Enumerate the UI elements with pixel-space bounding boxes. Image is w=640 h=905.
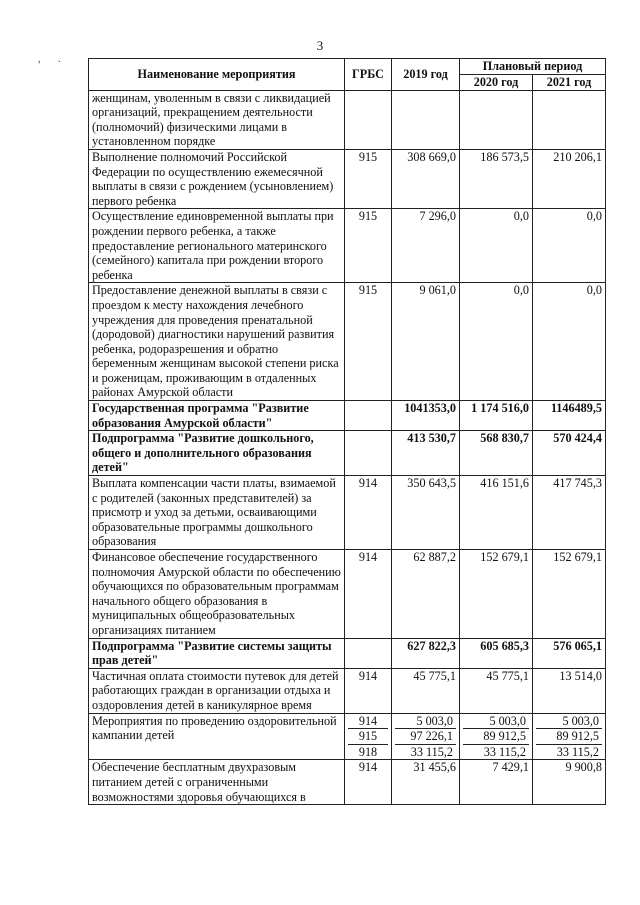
cell-2019: 350 643,5 [392,476,460,550]
cell-2021: 152 679,1 [533,550,606,639]
cell-2020: 7 429,1 [460,760,533,805]
cell-2020: 0,0 [460,283,533,401]
cell-2019: 308 669,0 [392,149,460,208]
cell-2020: 605 685,3 [460,638,533,668]
table-body [89,90,606,805]
sub-value: 5 003,0 [562,713,599,728]
cell-2021: 417 745,3 [533,476,606,550]
cell-2021: 0,0 [533,283,606,401]
table-row [89,638,606,668]
cell-2021 [533,90,606,149]
cell-grbs [345,401,392,431]
cell-2021 [533,713,606,760]
cell-grbs [345,431,392,476]
header-2019: 2019 год [392,59,460,91]
cell-2019: 627 822,3 [392,638,460,668]
cell-2020: 568 830,7 [460,431,533,476]
cell-2021: 210 206,1 [533,149,606,208]
cell-grbs: 914 [345,550,392,639]
cell-name: Финансовое обеспечение государственного полномочия Амурской области по обеспечению обучающихся по образовательным программам начального общего образования в муниципальных общеобразовательных организациях питанием [89,550,345,639]
cell-grbs: 915 [345,209,392,283]
cell-grbs [345,638,392,668]
table-row [89,90,606,149]
table-row [89,668,606,713]
cell-name: Выполнение полномочий Российской Федерации по осуществлению ежемесячной выплаты в связи с рождением (усыновлением) первого ребенка [89,149,345,208]
cell-2019: 1041353,0 [392,401,460,431]
table-row [89,401,606,431]
cell-2019 [392,713,460,760]
sub-value: 33 115,2 [536,744,602,760]
cell-2021: 9 900,8 [533,760,606,805]
cell-name: Частичная оплата стоимости путевок для детей работающих граждан в организации отдыха и оздоровления детей в каникулярное время [89,668,345,713]
table-row [89,550,606,639]
budget-table [88,58,606,805]
cell-2019: 7 296,0 [392,209,460,283]
cell-2019: 31 455,6 [392,760,460,805]
header-plan-period: Плановый период [460,59,606,75]
cell-grbs [345,90,392,149]
sub-value: 33 115,2 [395,744,456,760]
sub-value: 5 003,0 [489,713,526,728]
cell-name: Выплата компенсации части платы, взимаемой с родителей (законных представителей) за присмотр и уход за детьми, осваивающими образовательные программы дошкольного образования [89,476,345,550]
sub-value: 915 [348,728,388,744]
table-row [89,209,606,283]
cell-2020: 0,0 [460,209,533,283]
table-row [89,760,606,805]
table-row [89,476,606,550]
cell-2021: 13 514,0 [533,668,606,713]
cell-2019: 9 061,0 [392,283,460,401]
cell-2021: 1146489,5 [533,401,606,431]
header-2020: 2020 год [460,75,533,91]
cell-name: женщинам, уволенным в связи с ликвидацией организаций, прекращением деятельности (полномочий) физическими лицами в установленном порядке [89,90,345,149]
cell-2019: 62 887,2 [392,550,460,639]
cell-name: Подпрограмма "Развитие дошкольного, общего и дополнительного образования детей" [89,431,345,476]
cell-grbs: 914 [345,476,392,550]
sub-value: 33 115,2 [463,744,529,760]
cell-name: Осуществление единовременной выплаты при рождении первого ребенка, а также предоставление регионального материнского (семейного) капитала при рождении второго ребенка [89,209,345,283]
sub-value: 918 [348,744,388,760]
sub-value: 89 912,5 [536,728,602,744]
cell-2020: 1 174 516,0 [460,401,533,431]
cell-name: Подпрограмма "Развитие системы защиты прав детей" [89,638,345,668]
cell-name: Обеспечение бесплатным двухразовым питанием детей с ограниченными возможностями здоровья обучающихся в [89,760,345,805]
cell-grbs: 915 [345,283,392,401]
header-2021: 2021 год [533,75,606,91]
cell-2021: 576 065,1 [533,638,606,668]
sub-value: 97 226,1 [395,728,456,744]
cell-grbs: 914 [345,760,392,805]
table-row [89,283,606,401]
cell-grbs: 914 [345,668,392,713]
table-row [89,713,606,760]
cell-2020: 416 151,6 [460,476,533,550]
cell-2021: 570 424,4 [533,431,606,476]
scan-specks: , . [38,54,61,65]
cell-2020: 186 573,5 [460,149,533,208]
cell-2019: 413 530,7 [392,431,460,476]
cell-grbs [345,713,392,760]
cell-2019 [392,90,460,149]
cell-2020: 45 775,1 [460,668,533,713]
cell-2020: 152 679,1 [460,550,533,639]
cell-2020 [460,90,533,149]
cell-name: Государственная программа "Развитие образования Амурской области" [89,401,345,431]
cell-2020 [460,713,533,760]
table-row [89,149,606,208]
page-number: 3 [316,38,324,53]
cell-name: Мероприятия по проведению оздоровительной кампании детей [89,713,345,760]
header-name: Наименование мероприятия [89,59,345,91]
sub-value: 914 [358,713,378,728]
header-grbs: ГРБС [345,59,392,91]
sub-value: 5 003,0 [416,713,453,728]
cell-2021: 0,0 [533,209,606,283]
table-row [89,431,606,476]
cell-grbs: 915 [345,149,392,208]
cell-name: Предоставление денежной выплаты в связи с проездом к месту нахождения лечебного учреждения для проведения пренатальной (дородовой) диагностики нарушений развития ребенка, родоразрешения и обратно беременным женщинам высокой степени риска и роженицам, проживающим в отдаленных районах Амурской области [89,283,345,401]
cell-2019: 45 775,1 [392,668,460,713]
sub-value: 89 912,5 [463,728,529,744]
